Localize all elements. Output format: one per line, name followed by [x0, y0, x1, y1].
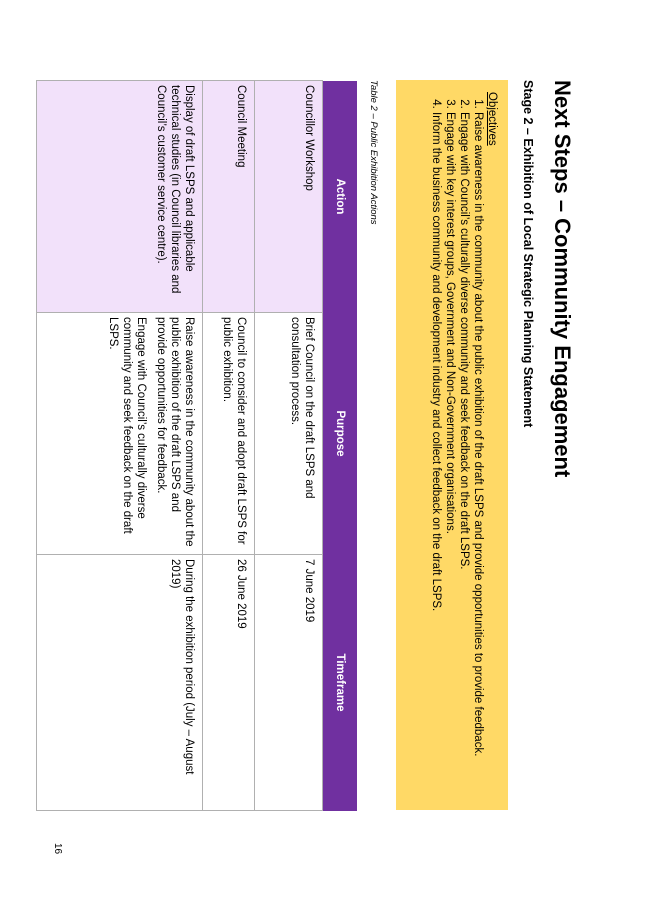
header-timeframe: Timeframe — [323, 555, 358, 811]
purpose-text: Raise awareness in the community about the public exhibition of the draft LSPS and provide opportunities for feedback. — [155, 317, 195, 547]
objective-item: 1. Raise awareness in the community about the public exhibition of the draft LSPS and provide opportunities to provide feedback. — [471, 112, 485, 798]
header-purpose: Purpose — [323, 313, 358, 555]
table-caption: Table 2 – Public Exhibition Actions — [368, 80, 379, 225]
objectives-box — [396, 80, 508, 810]
action-cell: Councillor Workshop — [255, 81, 323, 313]
table-row — [203, 81, 255, 811]
header-action: Action — [323, 81, 358, 313]
page-number: 16 — [52, 843, 63, 855]
action-cell: Council Meeting — [203, 81, 255, 313]
purpose-cell: Brief Council on the draft LSPS and consultation process. — [255, 313, 323, 555]
section-subtitle: Stage 2 – Exhibition of Local Strategic Planning Statement — [521, 80, 535, 428]
purpose-extra-text: Engage with Council’s culturally diverse community and seek feedback on the draft LSPS. — [107, 317, 147, 534]
timeframe-cell: During the exhibition period (July – August 2019) — [37, 555, 203, 811]
objectives-list — [429, 92, 485, 798]
timeframe-cell: 7 June 2019 — [255, 555, 323, 811]
purpose-cell: Council to consider and adopt draft LSPS for public exhibition. — [203, 313, 255, 555]
public-exhibition-table — [36, 80, 357, 811]
table-header-row — [323, 81, 358, 811]
table-row — [37, 81, 203, 811]
objective-item: 4. Inform the business community and development industry and collect feedback on the draft LSPS. — [429, 112, 443, 798]
objective-item: 3. Engage with key interest groups, Government and Non-Government organisations. — [443, 112, 457, 798]
action-cell: Display of draft LSPS and applicable technical studies (in Council libraries and Council’s customer service centre). — [37, 81, 203, 313]
objectives-heading: Objectives — [486, 92, 498, 146]
purpose-cell — [37, 313, 203, 555]
timeframe-cell: 26 June 2019 — [203, 555, 255, 811]
objective-item: 2. Engage with Council’s culturally diverse community and seek feedback on the draft LSPS. — [457, 112, 471, 798]
table-row — [255, 81, 323, 811]
page-title: Next Steps – Community Engagement — [550, 80, 575, 478]
